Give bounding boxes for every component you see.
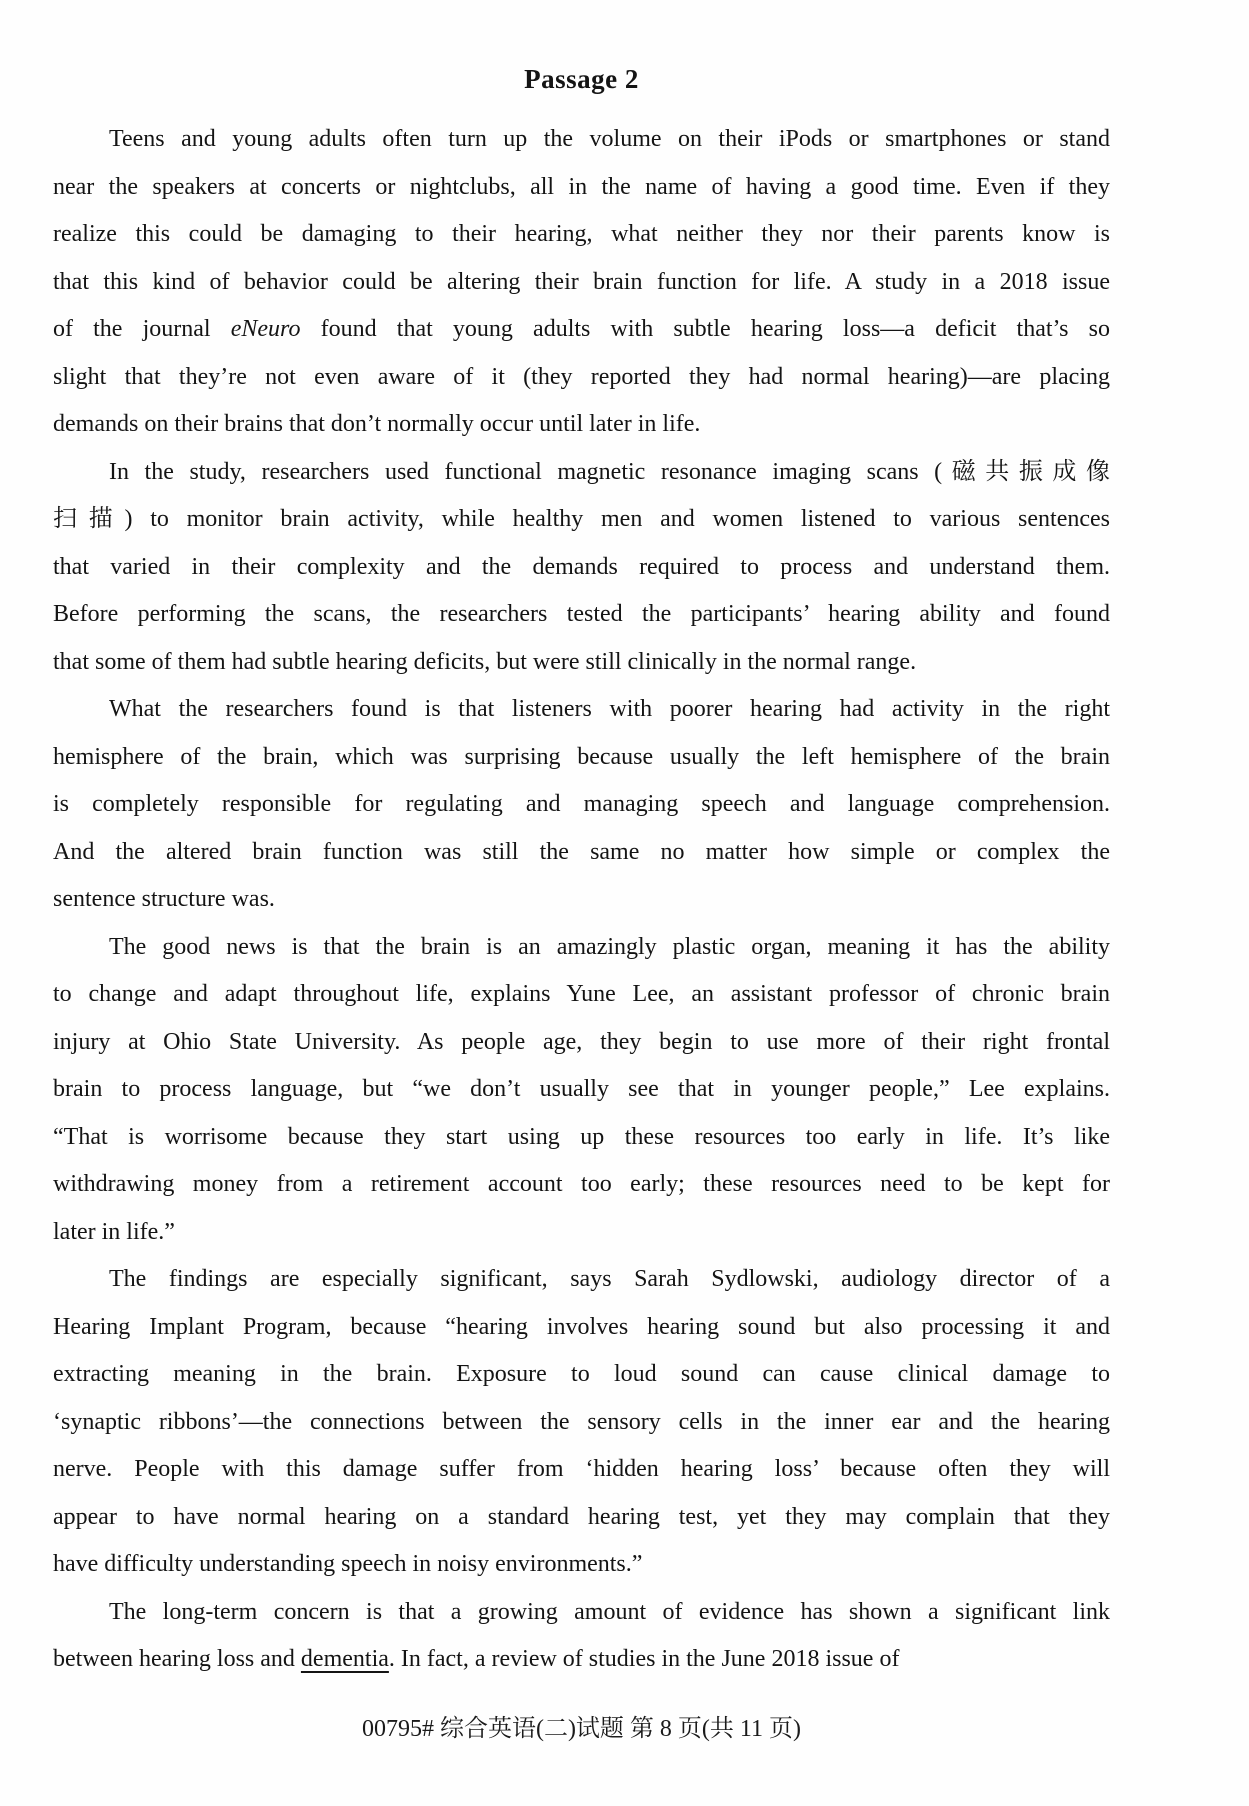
text-segment: 扫描) to monitor brain activity, while healthy men and women listened to various sentences bbox=[53, 506, 1110, 532]
text-line bbox=[53, 1589, 1110, 1637]
text-segment: The findings are especially significant, says Sarah Sydlowski, audiology director of a bbox=[109, 1266, 1110, 1292]
text-line bbox=[53, 876, 1110, 924]
text-line bbox=[53, 306, 1110, 354]
text-line bbox=[53, 829, 1110, 877]
text-segment: injury at Ohio State University. As people age, they begin to use more of their right frontal bbox=[53, 1028, 1110, 1055]
text-line bbox=[53, 211, 1110, 259]
text-line bbox=[53, 1066, 1110, 1114]
text-line bbox=[53, 1399, 1110, 1447]
text-line bbox=[53, 1209, 1110, 1257]
text-line bbox=[53, 639, 1110, 687]
text-segment: between hearing loss and bbox=[53, 1646, 301, 1672]
text-line bbox=[53, 686, 1110, 734]
underline-text: dementia bbox=[300, 1646, 389, 1672]
text-segment: near the speakers at concerts or nightclubs, all in the name of having a good time. Even if they bbox=[53, 173, 1110, 200]
text-line bbox=[53, 164, 1110, 212]
text-segment: realize this could be damaging to their hearing, what neither they nor their parents know is bbox=[53, 221, 1110, 247]
text-segment: What the researchers found is that listeners with poorer hearing had activity in the right bbox=[109, 696, 1110, 722]
text-segment: to change and adapt throughout life, explains Yune Lee, an assistant professor of chronic brain bbox=[53, 981, 1110, 1007]
text-segment: hemisphere of the brain, which was surprising because usually the left hemisphere of the brain bbox=[53, 743, 1110, 770]
text-segment: . In fact, a review of studies in the June 2018 issue of bbox=[388, 1646, 900, 1672]
italic-text: eNeuro bbox=[230, 316, 301, 342]
text-line bbox=[53, 1636, 1110, 1684]
text-segment: Before performing the scans, the researchers tested the participants’ hearing ability and found bbox=[53, 601, 1110, 627]
passage-body bbox=[53, 116, 1110, 1684]
text-segment: appear to have normal hearing on a standard hearing test, yet they may complain that they bbox=[53, 1503, 1110, 1530]
text-line bbox=[53, 971, 1110, 1019]
text-line bbox=[53, 1541, 1110, 1589]
text-segment: demands on their brains that don’t normally occur until later in life. bbox=[53, 411, 701, 437]
text-segment: that some of them had subtle hearing deficits, but were still clinically in the normal range. bbox=[53, 648, 917, 675]
text-line bbox=[53, 1304, 1110, 1352]
passage-title: Passage 2 bbox=[524, 64, 639, 94]
text-segment: The long-term concern is that a growing amount of evidence has shown a significant link bbox=[109, 1598, 1110, 1625]
paragraph bbox=[53, 924, 1110, 1257]
text-segment: Teens and young adults often turn up the volume on their iPods or smartphones or stand bbox=[109, 126, 1110, 152]
text-segment: have difficulty understanding speech in noisy environments.” bbox=[53, 1551, 643, 1577]
text-line bbox=[53, 1351, 1110, 1399]
text-segment: found that young adults with subtle hearing loss—a deficit that’s so bbox=[300, 316, 1110, 342]
text-segment: that varied in their complexity and the demands required to process and understand them. bbox=[53, 553, 1110, 580]
text-line bbox=[53, 1019, 1110, 1067]
text-segment: Hearing Implant Program, because “hearing involves hearing sound but also processing it and bbox=[53, 1313, 1110, 1340]
text-line bbox=[53, 259, 1110, 307]
text-line bbox=[53, 354, 1110, 402]
text-line bbox=[53, 591, 1110, 639]
text-segment: brain to process language, but “we don’t usually see that in younger people,” Lee explains. bbox=[53, 1076, 1110, 1102]
text-line bbox=[53, 1256, 1110, 1304]
text-line bbox=[53, 496, 1110, 544]
paragraph bbox=[53, 1589, 1110, 1684]
text-segment: extracting meaning in the brain. Exposure to loud sound can cause clinical damage to bbox=[53, 1361, 1110, 1387]
text-line bbox=[53, 1446, 1110, 1494]
text-segment: later in life.” bbox=[53, 1218, 175, 1245]
text-segment: sentence structure was. bbox=[53, 886, 275, 912]
text-line bbox=[53, 1494, 1110, 1542]
paragraph bbox=[53, 449, 1110, 687]
text-line bbox=[53, 734, 1110, 782]
text-line bbox=[53, 544, 1110, 592]
text-line bbox=[53, 449, 1110, 497]
page-footer: 00795# 综合英语(二)试题 第 8 页(共 11 页) bbox=[361, 1716, 802, 1742]
text-segment: of the journal bbox=[53, 316, 231, 342]
text-line bbox=[53, 401, 1110, 449]
text-segment: And the altered brain function was still the same no matter how simple or complex the bbox=[53, 838, 1110, 865]
paragraph bbox=[53, 1256, 1110, 1589]
text-line bbox=[53, 116, 1110, 164]
text-segment: nerve. People with this damage suffer from ‘hidden hearing loss’ because often they will bbox=[53, 1456, 1110, 1482]
text-segment: that this kind of behavior could be altering their brain function for life. A study in a 2018 issue bbox=[53, 268, 1110, 295]
text-segment: is completely responsible for regulating and managing speech and language comprehension. bbox=[53, 791, 1110, 817]
text-line bbox=[53, 781, 1110, 829]
paragraph bbox=[53, 686, 1110, 924]
text-segment: ‘synaptic ribbons’—the connections between the sensory cells in the inner ear and the hearing bbox=[53, 1408, 1110, 1435]
text-line bbox=[53, 924, 1110, 972]
text-line bbox=[53, 1114, 1110, 1162]
paragraph bbox=[53, 116, 1110, 449]
text-segment: In the study, researchers used functional magnetic resonance imaging scans (磁共振成像 bbox=[109, 458, 1110, 485]
text-column bbox=[53, 62, 1110, 1684]
text-segment: withdrawing money from a retirement account too early; these resources need to be kept for bbox=[53, 1171, 1110, 1197]
text-line bbox=[53, 1161, 1110, 1209]
text-segment: slight that they’re not even aware of it (they reported they had normal hearing)—are placing bbox=[53, 363, 1110, 390]
text-segment: The good news is that the brain is an amazingly plastic organ, meaning it has the ability bbox=[109, 933, 1110, 960]
text-segment: “That is worrisome because they start using up these resources too early in life. It’s like bbox=[53, 1123, 1110, 1150]
